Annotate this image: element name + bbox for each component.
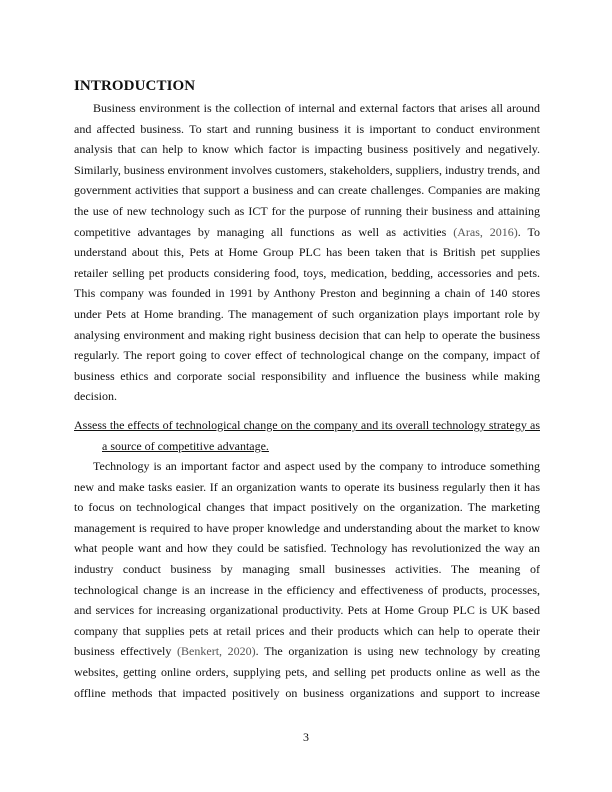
page-content [74, 76, 540, 703]
section-heading-introduction: INTRODUCTION [74, 78, 196, 94]
technology-paragraph [74, 456, 540, 703]
body-text-part1: Technology is an important factor and aspect used by the company to introduce something new and make tasks easier. If an organization wants to operate its business regularly then it has to focus on technological changes that impact positively on the organization. The marketing management is required to have proper knowledge and understanding about the market to know what people want and how they could be satisfied. Technology has revolutionized the way an industry conduct business by managing small businesses activities. The meaning of technological change is an increase in the efficiency and effectiveness of products, processes, and services for increasing organizational productivity. Pets at Home Group PLC is UK based company that supplies pets at retail prices and their products which can help to operate their business effectively [74, 459, 540, 659]
citation-benkert: (Benkert, 2020) [177, 644, 256, 659]
body-text-part2: . The organization is using new technology by creating websites, getting online orders, supplying pets, and selling pet products online as well as the offline methods that impacted positively on business organizations and support to increase [74, 644, 540, 700]
page-number: 3 [303, 730, 309, 744]
intro-text-part1: Business environment is the collection of internal and external factors that arises all around and affected business. To start and running business it is important to conduct environment analysis that can help to know which factor is impacting business positively and negatively. Similarly, business environment involves customers, stakeholders, suppliers, industry trends, and government activities that support a business and can create challenges. Companies are making the use of new technology such as ICT for the purpose of running their business and attaining competitive advantages by managing all functions as well as activities [74, 101, 540, 239]
section-subheading-technology: Assess the effects of technological change on the company and its overall technology strategy as a source of competitive advantage. [74, 417, 540, 453]
introduction-paragraph [74, 98, 540, 407]
intro-text-part2: . To understand about this, Pets at Home Group PLC has been taken that is British pet supplies retailer selling pet products considering food, toys, medication, bedding, accessories and pets. This company was founded in 1991 by Anthony Preston and beginning a chain of 140 stores under Pets at Home branding. The management of such organization plays important role by analysing environment and making right business decision that can help to operate the business regularly. The report going to cover effect of technological change on the company, impact of business ethics and corporate social responsibility and influence the business while making decision. [74, 224, 541, 404]
citation-aras: (Aras, 2016) [453, 224, 518, 239]
